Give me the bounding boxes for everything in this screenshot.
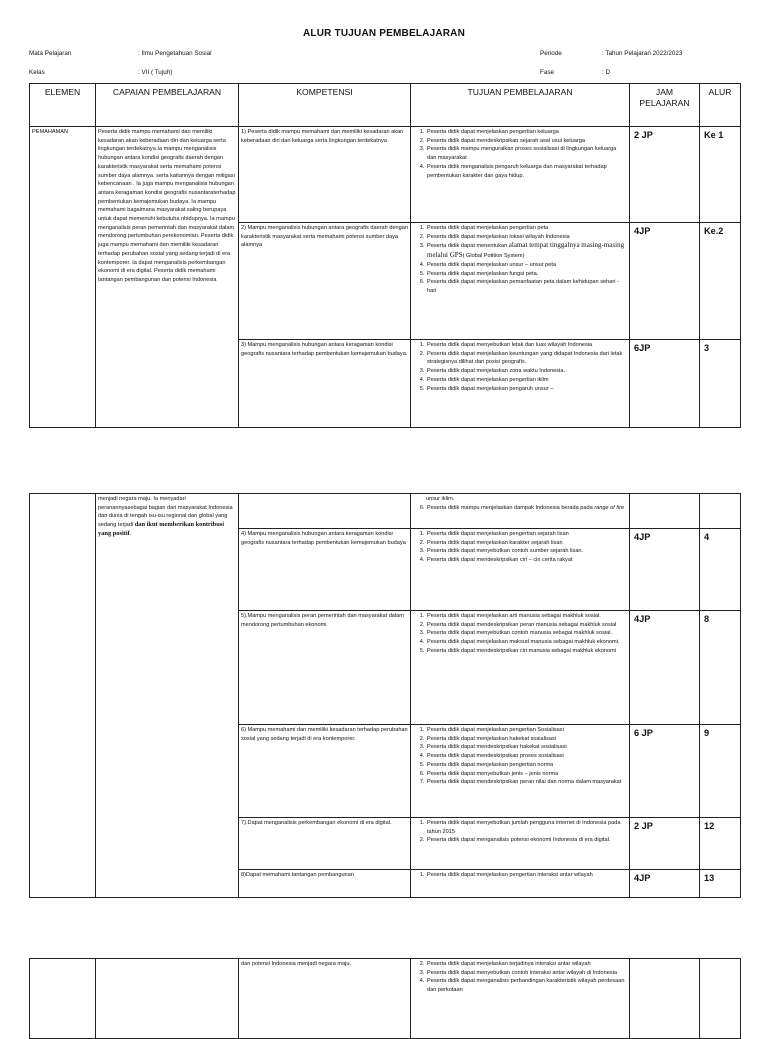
list-item: 6. Peserta didik dapat menyebutkan jenis – jenis norma	[426, 770, 627, 779]
capaian-cell	[96, 494, 239, 898]
capaian-text: menjadi negara maju. Ia menyadari peranannyasebagai bagian dari masyarakat Indonesia dan dunia di tengah isu-isu regional dan global yang sedang terjadi	[98, 496, 233, 529]
jam-cell: 4JP	[630, 870, 700, 898]
jam-cell: 2 JP	[630, 127, 700, 223]
kompetensi-cell: 3) Mampu menganalisis hubungan antara keragaman kondisi geografis nusantara terhadap pembentukan kemajemukan budaya.	[239, 340, 411, 428]
header-elemen: ELEMEN	[30, 84, 96, 127]
header-jam	[630, 84, 700, 127]
fase-label: Fase	[540, 69, 554, 76]
elemen-cell	[30, 959, 96, 1039]
table-header-row	[30, 84, 741, 127]
tujuan-cell	[411, 959, 630, 1039]
list-item: 5. Peserta didik dapat menjelaskan fungsi peta.	[426, 270, 627, 279]
alur-cell: 9	[700, 725, 741, 818]
capaian-cell: Peserta didik mampu memahami dan memiliki kesadaran akan keberadaan diri dan keluarga serta lingkungan terdekatnya.Ia mampu menganalisis hubungan antara kondisi geografis daerah dengan karakteristik masyarakat serta memahami potensi sumber daya alamnya. serta kaitannya dengan mitigasi kebencanaan . Ia juga mampu menganalisis hubungan antara keragaman kondisi geografis nusantaraterhadap pembentukan kemajemukan budaya. Ia mampu memahami bagaimana masyarakat saling berupaya untuk dapat memenuhi kebutuha nhidupnya. Ia mampu menganalisis peran pemerintah dan masyarakat dalam mendorong pertumbuhan perekonomian. Peserta didik juga mampu memahami dan memiliki kesadaran terhadap perubahan sosial yang sedang terjadi di era kontemporer. Ia dapat menganalisis perkembangan ekonomi di era digital. Peserta didik memahami tantangan pembangunan dan potensi Indonesia	[96, 127, 239, 428]
jam-cell: 4JP	[630, 611, 700, 725]
jam-cell: 6 JP	[630, 725, 700, 818]
capaian-cell	[96, 959, 239, 1039]
kompetensi-cell: dan potensi Indonesia menjadi negara maju.	[239, 959, 411, 1039]
list-item: 1. Peserta didik dapat menyebutkan letak dan luas wilayah Indonesia	[426, 341, 627, 350]
list-item: 5. Peserta didik dapat menjelaskan pengaruh unsur –	[426, 385, 627, 394]
list-item: 5. Peserta didik dapat menjelaskan pengertian norma	[426, 761, 627, 770]
list-item: 4. Peserta didik menganalisis pengaruh keluarga dan masyarakat terhadap pembentukan karakter dan gaya hidup.	[426, 163, 627, 180]
list-item: 3. Peserta didik dapat menyebutkan contoh sumber sejarah lisan.	[426, 547, 627, 556]
list-item: 6. Peserta didik dapat menjelaskan pemanfaatan peta dalam kehidupan sehari - hari	[426, 278, 627, 295]
list-item: 1. Peserta didik dapat menjelaskan pengertian interaksi antar wilayah	[426, 871, 627, 880]
tujuan-cell	[411, 340, 630, 428]
alur-cell	[700, 494, 741, 529]
kompetensi-cell: 4) Mampu menganalisis hubungan antara keragaman kondisi geografis nusantara terhadap pembentukan kemajemukan budaya	[239, 529, 411, 611]
header-jam-line2: PELAJARAN	[639, 98, 690, 108]
jam-cell	[630, 494, 700, 529]
periode-value: : Tahun Pelajaran 2022/2023	[602, 50, 683, 57]
list-item: 1. Peserta didik dapat menjelaskan arti manusia sebagai makhluk sosial.	[426, 612, 627, 621]
list-item: 2. Peserta didik dapat menjelaskan karakter sejarah lisan	[426, 539, 627, 548]
alur-cell: Ke.2	[700, 223, 741, 340]
kompetensi-cell: 2) Mampu menganalisis hubungan antara geografis daerah dengan karakteristik masyarakat serta memahami potensi sumber daya alamnya	[239, 223, 411, 340]
alur-cell: Ke 1	[700, 127, 741, 223]
elemen-cell: PEMAHAMAN	[30, 127, 96, 428]
header-tujuan: TUJUAN PEMBELAJARAN	[411, 84, 630, 127]
kompetensi-cell: 7).Dapat menganalisis perkembangan ekonomi di era digital.	[239, 818, 411, 870]
list-item: 1. Peserta didik dapat menyebutkan jumlah pengguna internet di Indonesia pada tahun 2015	[426, 819, 627, 836]
jam-cell: 6JP	[630, 340, 700, 428]
table-row	[30, 494, 741, 529]
kompetensi-cell: 5).Mampu menganalisis peran pemerintah dan masyarakat dalam mendorong pertumbuhan ekonomi	[239, 611, 411, 725]
elemen-cell	[30, 494, 96, 898]
list-item: 3. Peserta didik dapat menjelaskan zona waktu Indonesia.	[426, 367, 627, 376]
tujuan-text: Peserta didik mampu menjelaskan dampak Indonesia berada pada	[427, 504, 593, 511]
mapel-label: Mata Pelajaran	[29, 50, 72, 57]
list-item: 7. Peserta didik dapat mendeskripsikan peran nilai dan norma dalam masyarakat	[426, 778, 627, 787]
atp-table-page-3	[29, 958, 741, 1039]
list-item: 1. Peserta didik dapat menjelaskan pengertian Sosialisasi	[426, 726, 627, 735]
tujuan-cell	[411, 223, 630, 340]
jam-cell: 2 JP	[630, 818, 700, 870]
kompetensi-cell: 6) Mampu memahami dan memiliki kesadaran terhadap perubahan sosial yang sedang terjadi di era kontemporer.	[239, 725, 411, 818]
tujuan-cell	[411, 529, 630, 611]
tujuan-cell	[411, 818, 630, 870]
tujuan-cell	[411, 725, 630, 818]
kelas-label: Kelas	[29, 69, 45, 76]
header-kompetensi: KOMPETENSI	[239, 84, 411, 127]
alur-cell	[700, 959, 741, 1039]
list-item: 2. Peserta didik dapat mendeskripsikan peran manusia sebagai makhluk sosial	[426, 621, 627, 630]
table-row	[30, 959, 741, 1039]
jam-cell: 4JP	[630, 223, 700, 340]
list-item: 2. Peserta didik dapat menjelaskan hakekat sosialisasi	[426, 735, 627, 744]
list-item: 4. Peserta didik dapat mendeskripsikan ciri – ciri cerita rakyat	[426, 556, 627, 565]
capaian-text: .	[129, 530, 132, 537]
list-item: 1. Peserta didik dapat menjelaskan pengertian keluarga	[426, 128, 627, 137]
list-item: 2. Peserta didik dapat menjelaskan terjadinya interaksi antar wilayah	[426, 960, 627, 969]
kompetensi-cell: 8)Dapat memahami tantangan pembangunan	[239, 870, 411, 898]
tujuan-text: Peserta didik dapat menentukan	[427, 243, 508, 250]
mapel-value: : Ilmu Pengetahuan Sosial	[138, 50, 212, 57]
list-item: 2. Peserta didik dapat menjelaskan keuntungan yang didapat Indonesia dari letak strategisnya dilihat dari posisi geografis.	[426, 350, 627, 367]
header-capaian: CAPAIAN PEMBELAJARAN	[96, 84, 239, 127]
document-title: ALUR TUJUAN PEMBELAJARAN	[302, 28, 466, 39]
jam-cell	[630, 959, 700, 1039]
list-item: 3. Peserta didik dapat mendeskripsikan hakekat sosialisasi	[426, 743, 627, 752]
list-item: 3. Peserta didik mampu menguraikan proses sosialisasi di lingkungan keluarga dan masyarakat	[426, 145, 627, 162]
header-alur: ALUR	[700, 84, 741, 127]
list-item	[426, 241, 627, 260]
tujuan-cell	[411, 870, 630, 898]
list-item: 4. Peserta didik dapat menjelaskan maksud manusia sebagai makhluk ekonomi.	[426, 638, 627, 647]
alur-cell: 3	[700, 340, 741, 428]
tujuan-continued: unsur iklim.	[426, 496, 455, 502]
list-item: 4. Peserta didik dapat menjelaskan pengertian iklim	[426, 376, 627, 385]
list-item: 3. Peserta didik dapat menyebutkan contoh interaksi antar wilayah di Indonesia	[426, 969, 627, 978]
jam-cell: 4JP	[630, 529, 700, 611]
kompetensi-cell	[239, 494, 411, 529]
fase-value: : D	[602, 69, 611, 76]
list-item: 2. Peserta didik dapat mendeskripsikan sejarah asal usul keluarga	[426, 137, 627, 146]
list-item: 4. Peserta didik dapat menganalisis perbandingan karakteristik wilayah perdesaan dan perkotaan	[426, 977, 627, 994]
tujuan-cell	[411, 494, 630, 529]
kompetensi-cell: 1) Peserta didik mampu memahami dan memiliki kesadaran akan keberadaan diri dan keluarga serta lingkungan terdekatnya	[239, 127, 411, 223]
list-item: 4. Peserta didik dapat mendeskripsikan proses sosialisasi	[426, 752, 627, 761]
list-item: 4. Peserta didik dapat menjelaskan unsur – unsur peta	[426, 261, 627, 270]
periode-label: Periode	[540, 50, 562, 57]
atp-table-page-1	[29, 83, 741, 428]
list-item: 2. Peserta didik dapat menjelaskan lokasi wilayah Indonesia	[426, 233, 627, 242]
tujuan-text-serif: alamat tempat tinggalnya masing-masing melalui GPS	[427, 241, 625, 260]
capaian-text-bold: dan ikut memberikan kontribusi yang positif	[98, 521, 225, 537]
tujuan-cell	[411, 611, 630, 725]
alur-cell: 13	[700, 870, 741, 898]
atp-table-page-2	[29, 493, 741, 898]
kelas-value: : VII ( Tujuh)	[138, 69, 173, 76]
header-jam-line1: JAM	[655, 87, 674, 97]
list-item: 2. Peserta didik dapat menganalisis potensi ekonomi Indonesia di era digital.	[426, 836, 627, 845]
list-item: 3. Peserta didik dapat menyebutkan contoh manusia sebagai makhluk sosial .	[426, 629, 627, 638]
tujuan-text-italic: range of fire	[594, 504, 625, 511]
list-item: 1. Peserta didik dapat menjelaskan pengertian sejarah lisan	[426, 530, 627, 539]
list-item: 5. Peserta didik dapat mendeskripsikan ciri manusia sebagai makhluk ekonomi	[426, 647, 627, 656]
alur-cell: 4	[700, 529, 741, 611]
tujuan-text: ( Global Potition System)	[462, 253, 525, 260]
tujuan-cell	[411, 127, 630, 223]
alur-cell: 8	[700, 611, 741, 725]
list-item	[426, 504, 627, 513]
alur-cell: 12	[700, 818, 741, 870]
table-row	[30, 127, 741, 223]
list-item: 1. Peserta didik dapat menjelaskan pengertian peta	[426, 224, 627, 233]
